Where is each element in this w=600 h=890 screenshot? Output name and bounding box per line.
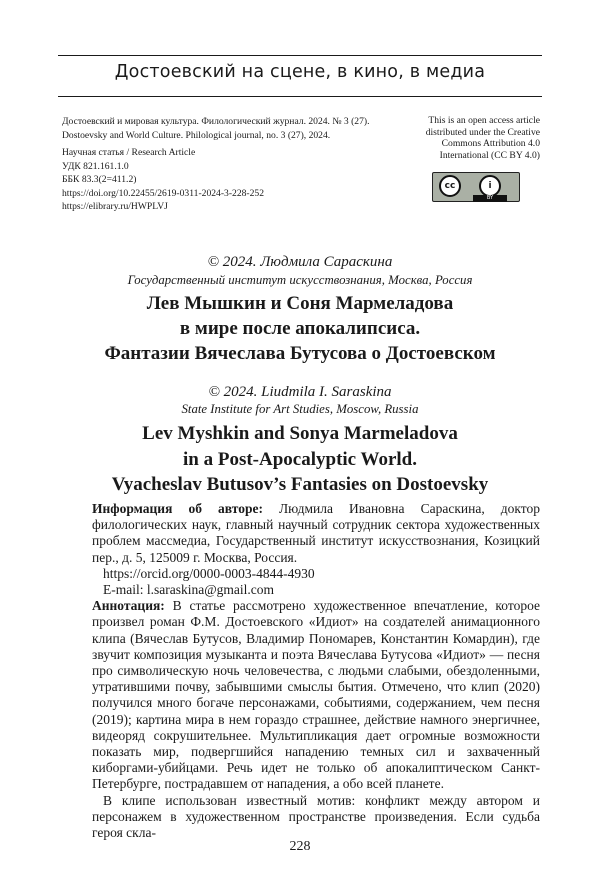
- elibrary-link[interactable]: https://elibrary.ru/HWPLVJ: [62, 201, 168, 212]
- by-label: BY: [473, 195, 507, 202]
- title-line: Lev Myshkin and Sonya Marmeladova: [142, 423, 458, 444]
- journal-citation-ru: Достоевский и мировая культура. Филологический журнал. 2024. № 3 (27).: [62, 116, 370, 127]
- body-paragraph: В клипе использован известный мотив: конфликт между автором и персонажем в художественном пространстве произведения. Если судьба героя скла-: [92, 792, 540, 841]
- affiliation-en: State Institute for Art Studies, Moscow, Russia: [181, 402, 419, 416]
- abstract-label: Аннотация:: [92, 598, 165, 614]
- title-line: в мире после апокалипсиса.: [179, 318, 421, 339]
- license-line: distributed under the Creative: [425, 126, 540, 138]
- license-line: International (CC BY 4.0): [439, 150, 540, 162]
- author-ru: © 2024. Людмила Сараскина: [207, 254, 393, 270]
- affiliation-ru: Государственный институт искусствознания, Москва, Россия: [127, 273, 473, 287]
- attribution-icon: i: [479, 175, 501, 197]
- license-statement: [380, 115, 540, 162]
- page-number: 228: [289, 839, 311, 854]
- article-title-ru: [40, 291, 560, 366]
- section-header: Достоевский на сцене, в кино, в медиа: [114, 62, 486, 82]
- header-rule-top: [58, 55, 542, 56]
- orcid-link[interactable]: https://orcid.org/0000-0003-4844-4930: [103, 565, 315, 581]
- publication-metadata: [62, 115, 392, 214]
- doi-link[interactable]: https://doi.org/10.22455/2619-0311-2024-3-228-252: [62, 187, 264, 199]
- article-type: Научная статья / Research Article: [62, 147, 196, 158]
- title-line: Vyacheslav Butusov’s Fantasies on Dostoevsky: [111, 474, 489, 495]
- author-en: © 2024. Liudmila I. Saraskina: [208, 384, 392, 400]
- abstract-text: В статье рассмотрено художественное впечатление, которое произвел роман Ф.М. Достоевского «Идиот» на создателей анимационного клипа (Вячеслав Бутусов, Владимир Пономарев, Константин Комардин), где звучит композиция музыканта и поэта Вячеслава Бутусова «Идиот» — песня про символическую ночь человечества, с людьми слабыми, обездоленными, утратившими почву, забывшими смыслы бытия. Отмечено, что клип (2020) получился много богаче персонажами, событиями, содержанием, чем песня (2019); картина мира в нем гораздо страшнее, действие намного энергичнее, видеоряд сокрушительнее. Мультипликация дает огромные возможности показать мир, подвергшийся нападению темных сил и захваченный киборгами-убийцами. Речь идет не только об апокалиптическом Санкт-Петербурге, пострадавшем от нападения, а обо всей планете.: [92, 598, 540, 792]
- creative-commons-icon: cc: [439, 175, 461, 197]
- cc-by-license-badge[interactable]: [432, 172, 520, 202]
- bbk-code: ББК 83.3(2=411.2): [62, 174, 137, 185]
- header-rule-bottom: [58, 96, 542, 97]
- license-line: Commons Attribution 4.0: [441, 138, 540, 150]
- license-line: This is an open access article: [428, 115, 540, 126]
- author-info-label: Информация об авторе:: [92, 501, 263, 516]
- email-link[interactable]: E-mail: l.saraskina@gmail.com: [103, 582, 275, 598]
- title-line: in a Post-Apocalyptic World.: [183, 448, 417, 470]
- abstract-paragraph: [92, 598, 540, 792]
- article-title-en: [40, 421, 560, 498]
- title-line: Лев Мышкин и Соня Мармеладова: [146, 293, 454, 314]
- title-line: Фантазии Вячеслава Бутусова о Достоевском: [104, 343, 496, 364]
- author-info-text: Людмила Ивановна Сараскина, доктор филологических наук, главный научный сотрудник сектора художественных проблем массмедиа, Государственный институт искусствознания, Козицкий пер., д. 5, 125009 г. Москва, Россия.: [92, 501, 540, 565]
- author-info-paragraph: [92, 501, 540, 566]
- journal-citation-en: Dostoevsky and World Culture. Philological journal, no. 3 (27), 2024.: [62, 129, 331, 141]
- article-body: [92, 501, 540, 841]
- udc-code: УДК 821.161.1.0: [62, 160, 129, 172]
